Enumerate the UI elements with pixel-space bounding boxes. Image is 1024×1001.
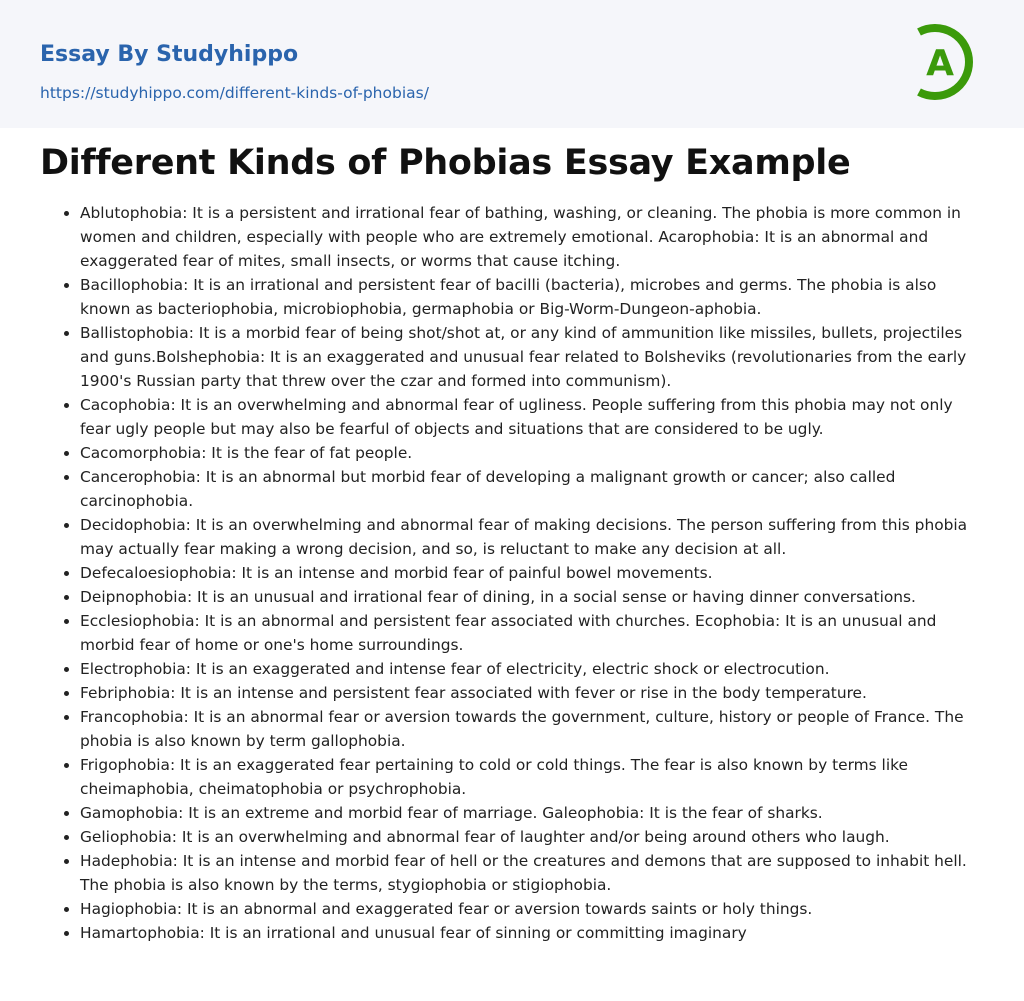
page-title: Different Kinds of Phobias Essay Example bbox=[40, 143, 851, 183]
phobia-list bbox=[40, 201, 985, 945]
list-item: • Cacophobia: It is an overwhelming and abnormal fear of ugliness. People suffering from this phobia may not only fear ugly people but may also be fearful of objects and situations that are considered to be ugly. bbox=[80, 393, 985, 441]
list-item: • Hagiophobia: It is an abnormal and exaggerated fear or aversion towards saints or holy things. bbox=[80, 897, 985, 921]
list-item: • Geliophobia: It is an overwhelming and abnormal fear of laughter and/or being around others who laugh. bbox=[80, 825, 985, 849]
studyhippo-logo-icon[interactable] bbox=[912, 18, 986, 106]
list-item: • Hadephobia: It is an intense and morbid fear of hell or the creatures and demons that are supposed to inhabit hell. The phobia is also known by the terms, stygiophobia or stigiophobia. bbox=[80, 849, 985, 897]
list-item: • Ecclesiophobia: It is an abnormal and persistent fear associated with churches. Ecophobia: It is an unusual and morbid fear of home or one's home surroundings. bbox=[80, 609, 985, 657]
list-item: • Ballistophobia: It is a morbid fear of being shot/shot at, or any kind of ammunition like missiles, bullets, projectiles and guns.Bolshephobia: It is an exaggerated and unusual fear related to Bolsheviks (revolutionaries from the early 1900's Russian party that threw over the czar and formed into communism). bbox=[80, 321, 985, 393]
brand-title: Essay By Studyhippo bbox=[40, 42, 299, 67]
list-item: • Ablutophobia: It is a persistent and irrational fear of bathing, washing, or cleaning. The phobia is more common in women and children, especially with people who are extremely emotional. Acarophobia: It is an abnormal and exaggerated fear of mites, small insects, or worms that cause itching. bbox=[80, 201, 985, 273]
list-item: • Deipnophobia: It is an unusual and irrational fear of dining, in a social sense or having dinner conversations. bbox=[80, 585, 985, 609]
list-item: • Electrophobia: It is an exaggerated and intense fear of electricity, electric shock or electrocution. bbox=[80, 657, 985, 681]
essay-url-link[interactable]: https://studyhippo.com/different-kinds-of-phobias/ bbox=[40, 84, 429, 102]
list-item: • Francophobia: It is an abnormal fear or aversion towards the government, culture, history or people of France. The phobia is also known by term gallophobia. bbox=[80, 705, 985, 753]
list-item: • Defecaloesiophobia: It is an intense and morbid fear of painful bowel movements. bbox=[80, 561, 985, 585]
list-item: • Gamophobia: It is an extreme and morbid fear of marriage. Galeophobia: It is the fear of sharks. bbox=[80, 801, 985, 825]
list-item: • Febriphobia: It is an intense and persistent fear associated with fever or rise in the body temperature. bbox=[80, 681, 985, 705]
logo-letter: A bbox=[926, 43, 954, 84]
list-item: • Decidophobia: It is an overwhelming and abnormal fear of making decisions. The person suffering from this phobia may actually fear making a wrong decision, and so, is reluctant to make any decision at all. bbox=[80, 513, 985, 561]
list-item: • Frigophobia: It is an exaggerated fear pertaining to cold or cold things. The fear is also known by terms like cheimaphobia, cheimatophobia or psychrophobia. bbox=[80, 753, 985, 801]
list-item: • Bacillophobia: It is an irrational and persistent fear of bacilli (bacteria), microbes and germs. The phobia is also known as bacteriophobia, microbiophobia, germaphobia or Big-Worm-Dungeon-aphobia. bbox=[80, 273, 985, 321]
list-item: • Cancerophobia: It is an abnormal but morbid fear of developing a malignant growth or cancer; also called carcinophobia. bbox=[80, 465, 985, 513]
list-item: • Hamartophobia: It is an irrational and unusual fear of sinning or committing imaginary bbox=[80, 921, 985, 945]
site-header bbox=[0, 0, 1024, 128]
list-item: • Cacomorphobia: It is the fear of fat people. bbox=[80, 441, 985, 465]
